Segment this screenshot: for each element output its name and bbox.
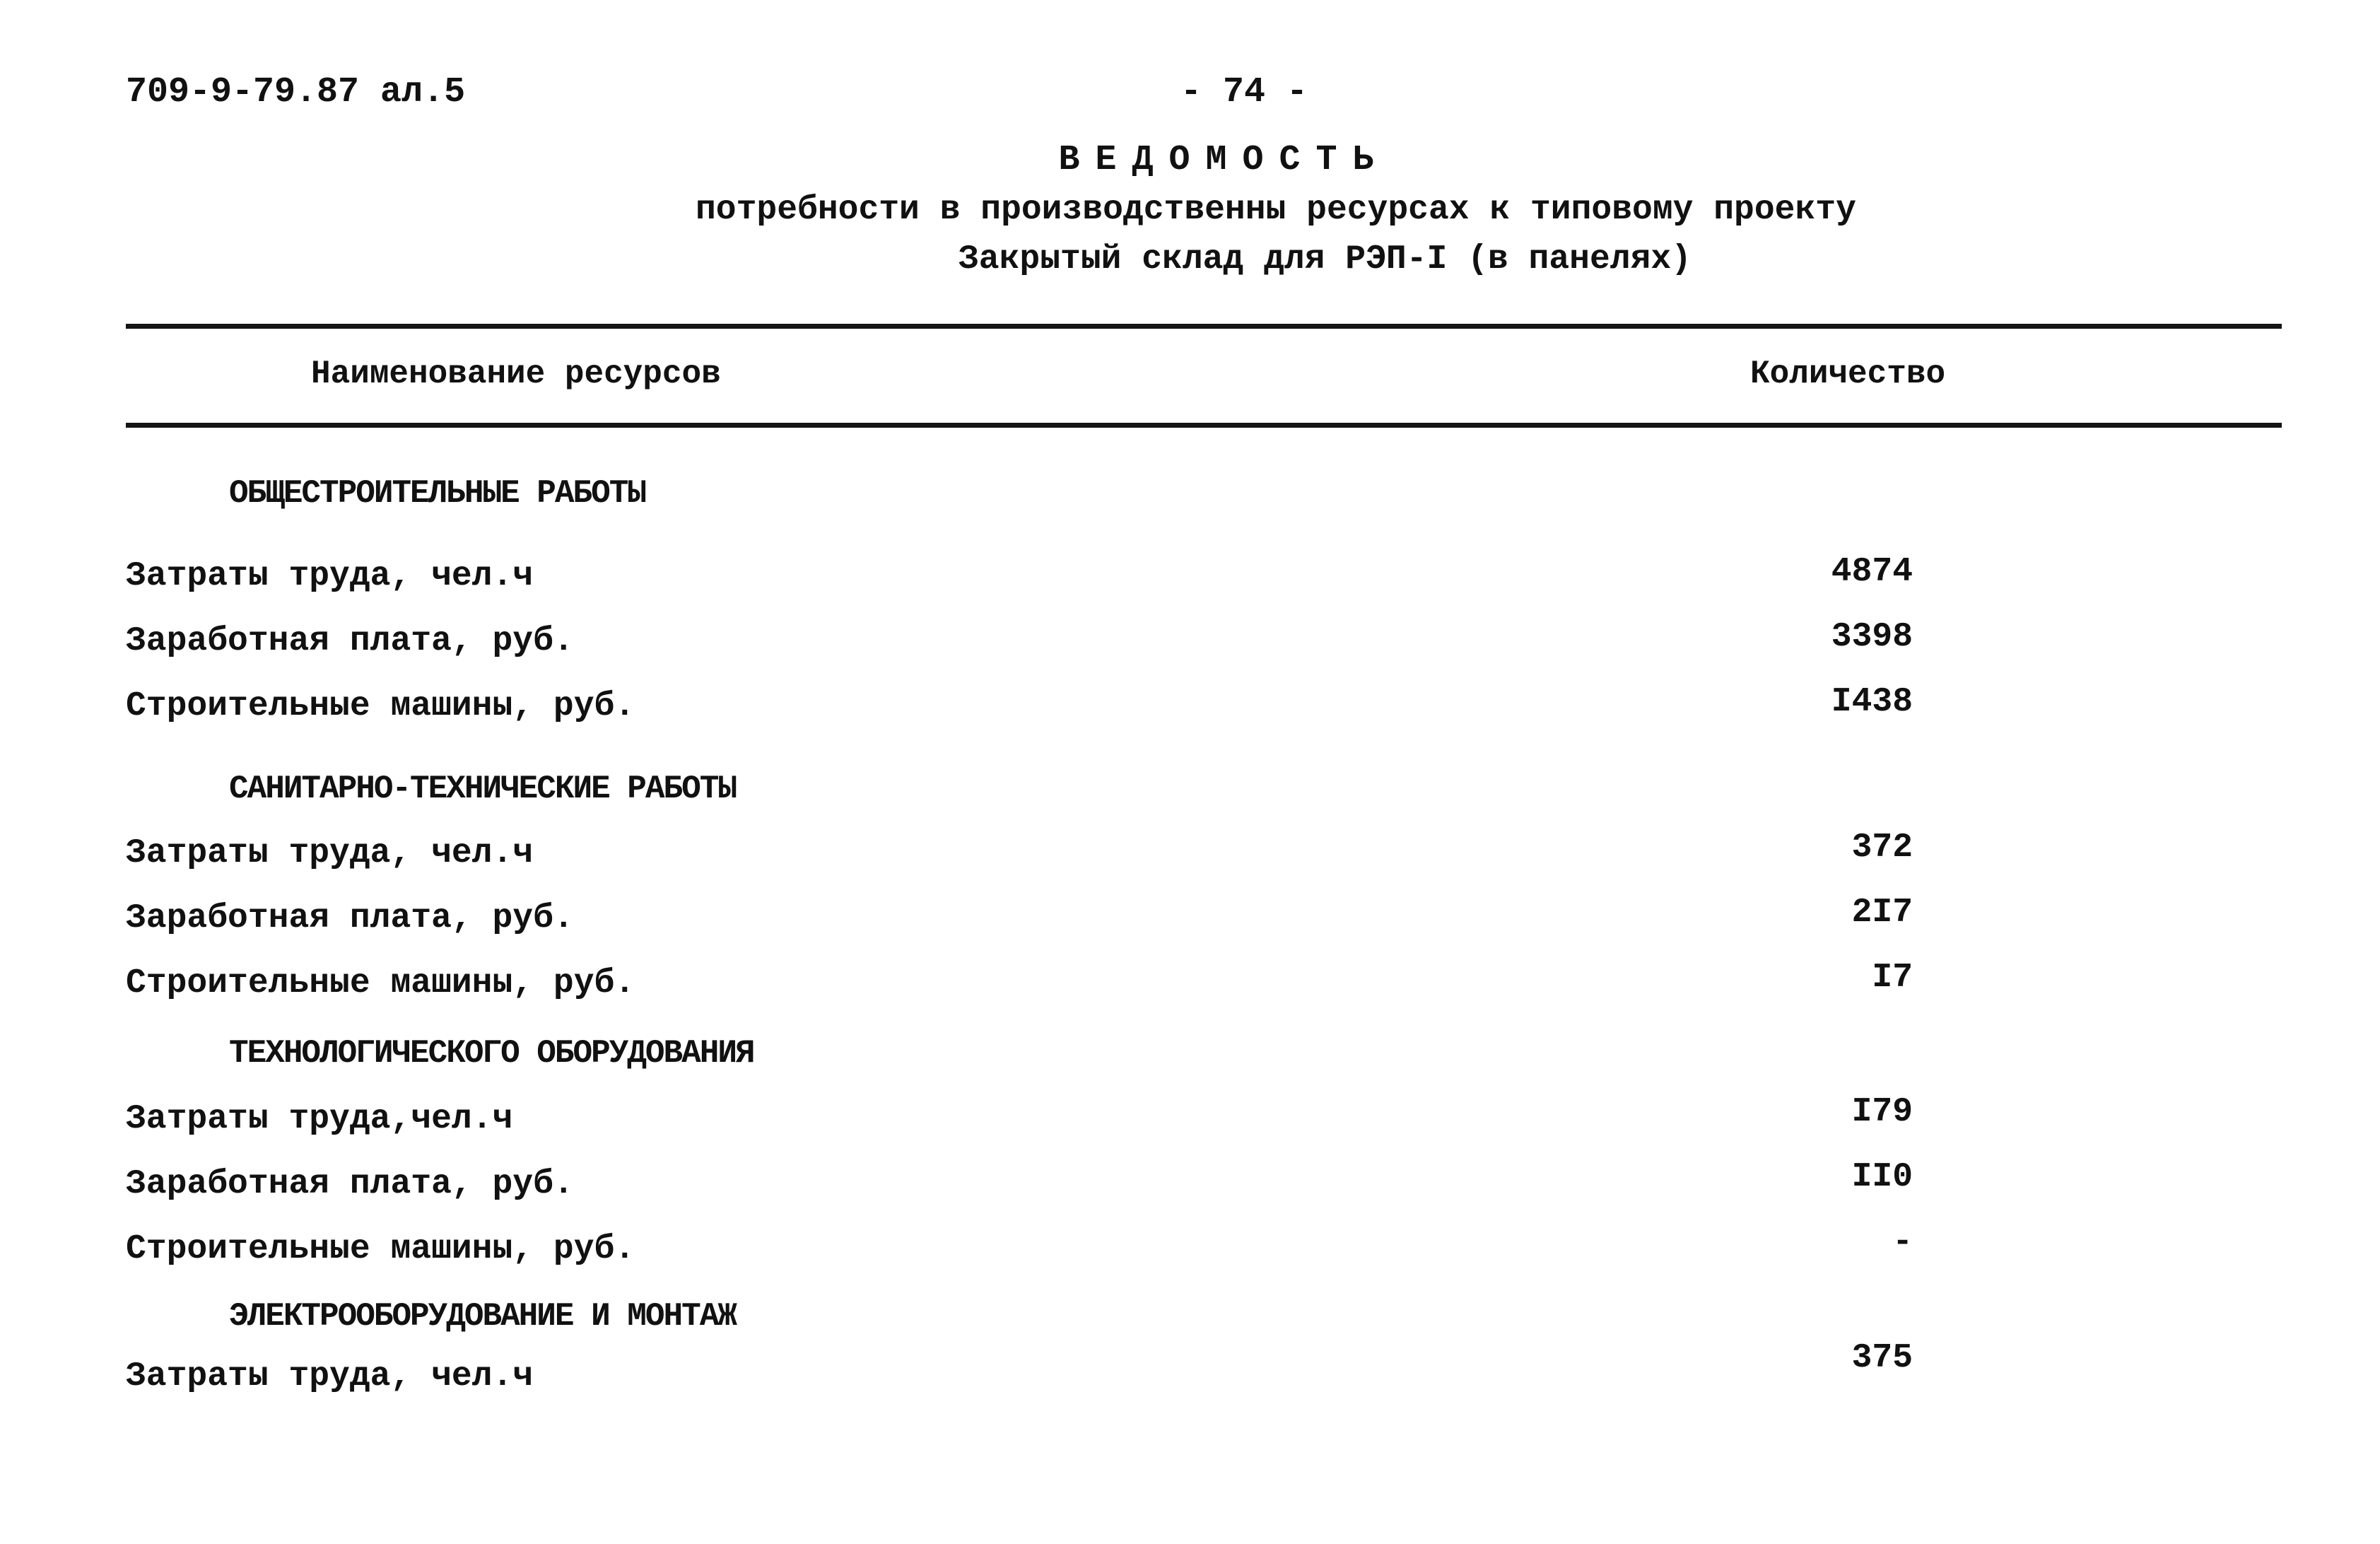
row-label: Затраты труда, чел.ч [126, 557, 534, 595]
column-header-quantity: Количество [1750, 356, 1946, 392]
row-label: Заработная плата, руб. [126, 622, 574, 660]
row-label: Строительные машины, руб. [126, 964, 635, 1002]
row-value: II0 [1851, 1158, 1913, 1196]
row-label: Заработная плата, руб. [126, 1165, 574, 1203]
row-label: Строительные машины, руб. [126, 1230, 635, 1268]
table-top-rule [126, 324, 2282, 329]
row-value: 4874 [1831, 553, 1913, 591]
row-label: Затраты труда, чел.ч [126, 1357, 534, 1396]
row-label: Затраты труда, чел.ч [126, 834, 534, 872]
row-value: - [1892, 1223, 1913, 1261]
section-heading: САНИТАРНО-ТЕХНИЧЕСКИЕ РАБОТЫ [229, 771, 736, 807]
row-value: 3398 [1831, 618, 1913, 656]
document-subtitle-line2: Закрытый склад для РЭП-I (в панелях) [959, 240, 1692, 279]
document-title: ВЕДОМОСТЬ [1058, 140, 1390, 180]
section-heading: ТЕХНОЛОГИЧЕСКОГО ОБОРУДОВАНИЯ [229, 1035, 754, 1072]
row-label: Строительные машины, руб. [126, 687, 635, 725]
row-value: 372 [1851, 829, 1913, 867]
page-number: - 74 - [1180, 72, 1308, 112]
section-heading: ОБЩЕСТРОИТЕЛЬНЫЕ РАБОТЫ [229, 475, 645, 512]
row-label: Заработная плата, руб. [126, 899, 574, 937]
row-value: I7 [1872, 959, 1913, 997]
row-value: 375 [1851, 1339, 1913, 1377]
section-heading: ЭЛЕКТРООБОРУДОВАНИЕ И МОНТАЖ [229, 1298, 736, 1335]
row-value: I79 [1851, 1093, 1913, 1131]
row-label: Затраты труда,чел.ч [126, 1100, 513, 1138]
table-header-rule [126, 423, 2282, 428]
row-value: I438 [1831, 683, 1913, 721]
document-code: 709-9-79.87 ал.5 [126, 72, 466, 112]
column-header-name: Наименование ресурсов [311, 356, 721, 392]
document-subtitle-line1: потребности в производственны ресурсах к типовому проекту [696, 191, 1856, 229]
row-value: 2I7 [1851, 894, 1913, 932]
